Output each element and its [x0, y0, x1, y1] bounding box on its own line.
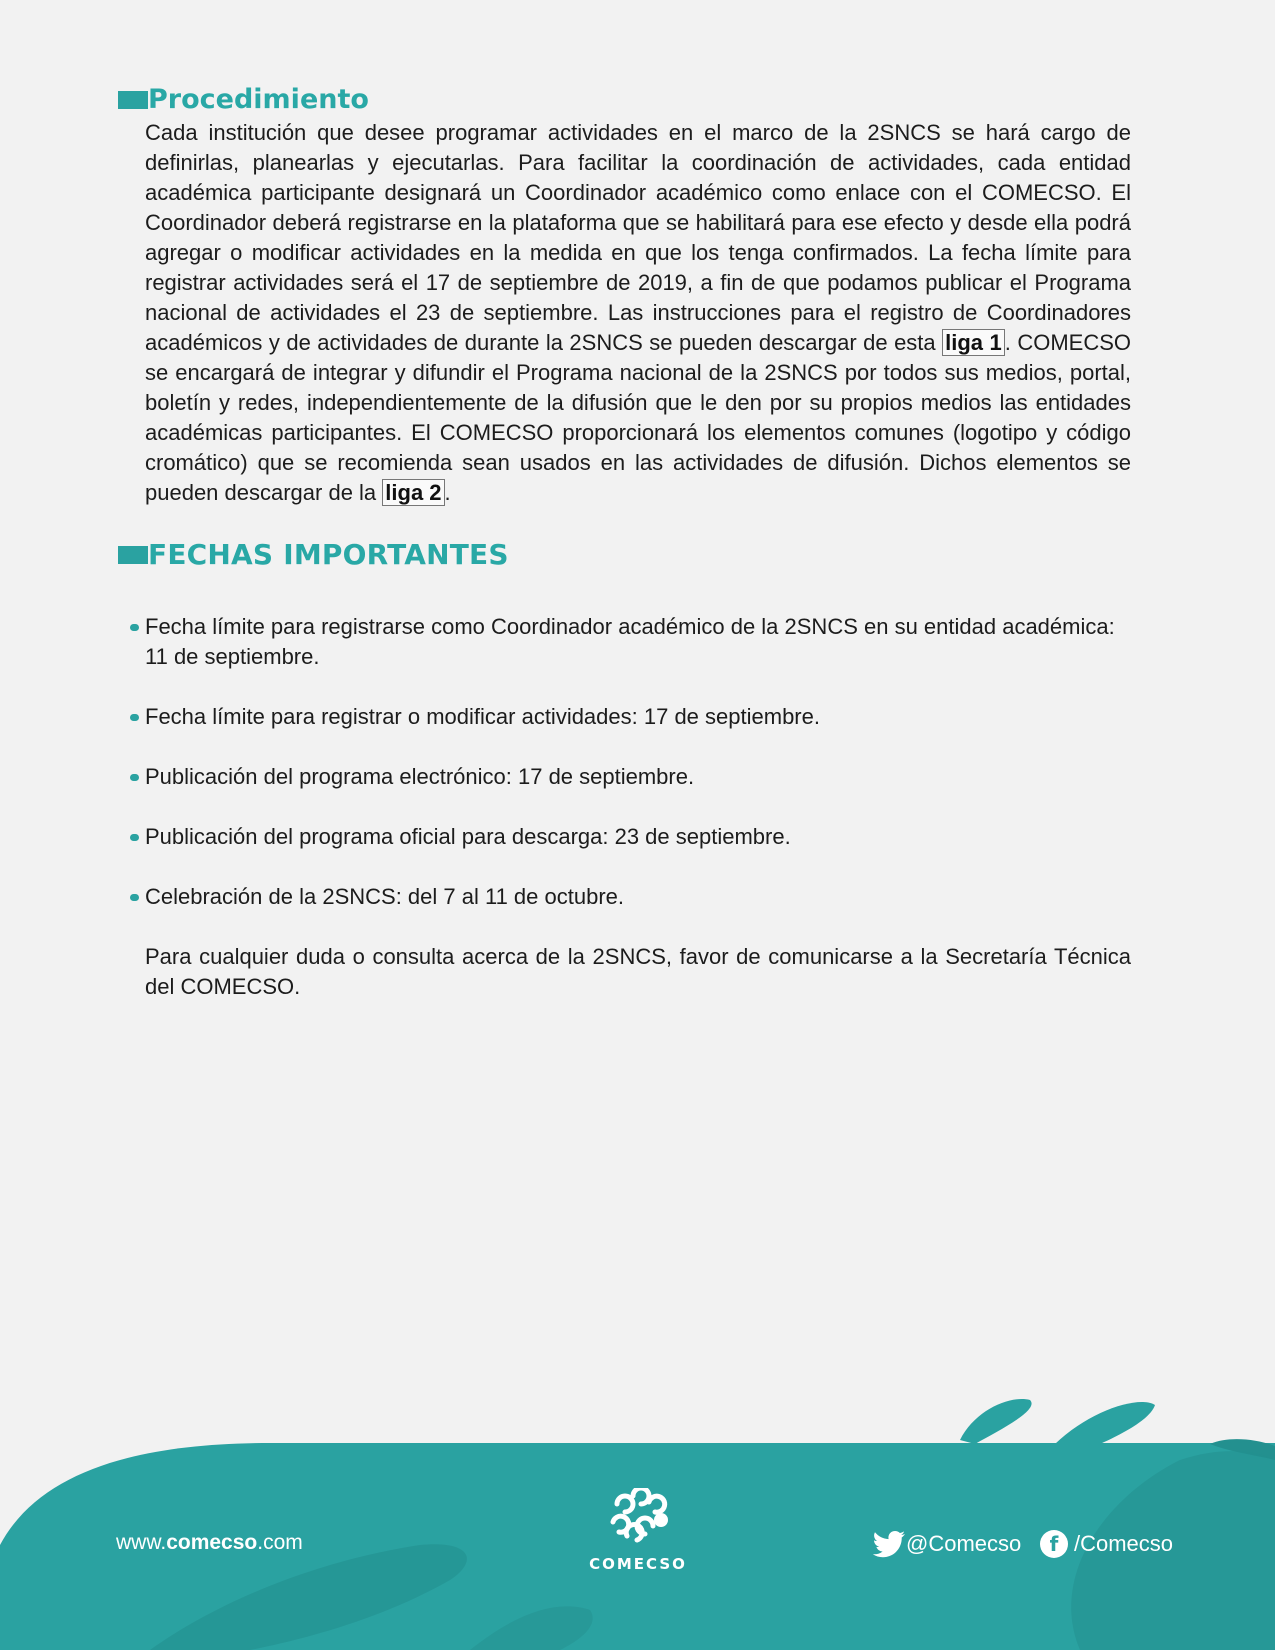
liga-2-link[interactable]: liga 2	[382, 479, 444, 506]
list-item-text: Celebración de la 2SNCS: del 7 al 11 de octubre.	[145, 884, 624, 909]
list-item-text: Fecha límite para registrarse como Coordinador académico de la 2SNCS en su entidad académica: 11 de septiembre.	[145, 614, 1115, 669]
procedimiento-text-3: .	[444, 480, 451, 505]
contact-paragraph: Para cualquier duda o consulta acerca de la 2SNCS, favor de comunicarse a la Secretaría Técnica del COMECSO.	[145, 944, 1131, 999]
url-suffix: .com	[257, 1531, 303, 1554]
twitter-handle-text: @Comecso	[906, 1531, 1022, 1556]
facebook-handle-text: /Comecso	[1074, 1531, 1174, 1556]
list-item-text: Publicación del programa oficial para descarga: 23 de septiembre.	[145, 824, 791, 849]
fechas-heading-text: FECHAS IMPORTANTES	[148, 538, 509, 571]
website-url[interactable]	[116, 1531, 303, 1555]
procedimiento-text-2: . COMECSO se encargará de integrar y difundir el Programa nacional de la 2SNCS por todos sus medios, portal, boletín y redes, independientemente de la difusión que le den por su propios medios las entidades académicas participantes. El COMECSO proporcionará los elementos comunes (logotipo y código cromático) que se recomienda sean usados en las actividades de difusión. Dichos elementos se pueden descargar de la	[145, 330, 1132, 505]
comecso-logo-icon	[603, 1488, 673, 1548]
list-item-text: Fecha límite para registrar o modificar actividades: 17 de septiembre.	[145, 704, 820, 729]
liga-1-link[interactable]: liga 1	[942, 329, 1005, 356]
comecso-logo	[588, 1488, 688, 1573]
list-item-text: Publicación del programa electrónico: 17 de septiembre.	[145, 764, 695, 789]
url-domain: comecso	[166, 1531, 258, 1554]
procedimiento-heading-text: Procedimiento	[148, 84, 369, 115]
twitter-icon	[872, 1530, 906, 1558]
procedimiento-text-1: Cada institución que desee programar actividades en el marco de la 2SNCS se hará cargo de definirlas, planearlas y ejecutarlas. Para facilitar la coordinación de actividades, cada entidad académica participante designará un Coordinador académico como enlace con el COMECSO. El Coordinador deberá registrarse en la plataforma que se habilitará para ese efecto y desde ella podrá agregar o modificar actividades en la medida en que los tenga confirmados. La fecha límite para registrar actividades será el 17 de septiembre de 2019, a fin de que podamos publicar el Programa nacional de actividades el 23 de septiembre. Las instrucciones para el registro de Coordinadores académicos y de actividades de durante la 2SNCS se pueden descargar de esta	[145, 120, 1131, 355]
logo-text: COMECSO	[589, 1555, 687, 1573]
facebook-handle[interactable]	[1040, 1530, 1173, 1558]
url-prefix: www.	[116, 1531, 167, 1554]
twitter-handle[interactable]	[872, 1530, 1021, 1558]
facebook-icon: f	[1040, 1530, 1068, 1558]
